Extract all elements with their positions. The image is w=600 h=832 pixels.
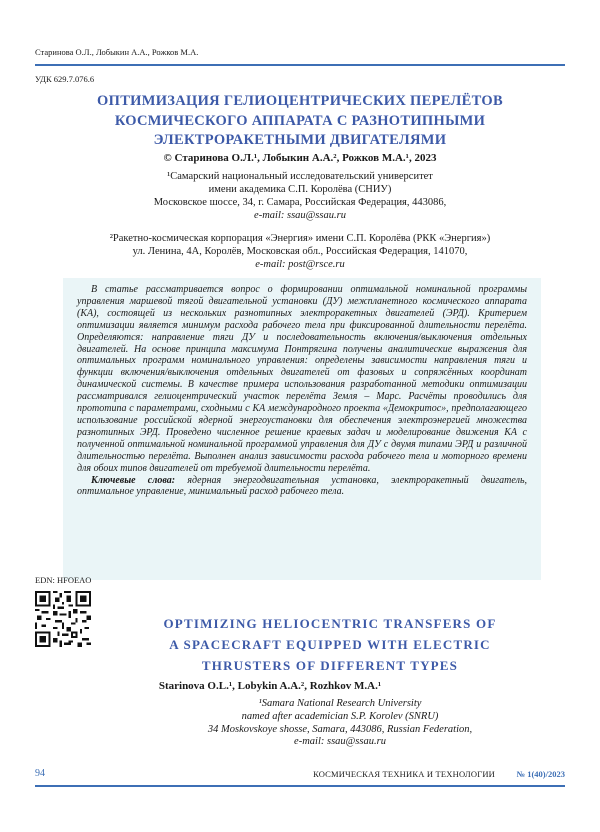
affiliation-2-email: e-mail: post@rsce.ru	[255, 259, 345, 270]
article-title-ru: ОПТИМИЗАЦИЯ ГЕЛИОЦЕНТРИЧЕСКИХ ПЕРЕЛЁТОВ КОСМИЧЕСКОГО АППАРАТА С РАЗНОТИПНЫМИ ЭЛЕКТРОРАКЕТНЫМИ ДВИГАТЕЛЯМИ	[97, 93, 503, 148]
footer-rule	[35, 785, 565, 787]
keywords-text: ядерная энергодвигательная установка, электроракетный двигатель, оптимальное управление, минимальный расход рабочего тела.	[77, 474, 528, 498]
affiliation-1-email: e-mail: ssau@ssau.ru	[254, 210, 346, 221]
authors-ru: © Старинова О.Л.¹, Лобыкин А.А.², Рожков М.А.¹, 2023	[163, 152, 437, 164]
keywords-label: Ключевые слова:	[91, 474, 176, 486]
running-head: Старинова О.Л., Лобыкин А.А., Рожков М.А.	[35, 47, 199, 57]
udk-code: УДК 629.7.076.6	[35, 74, 95, 84]
qr-code-icon	[35, 591, 91, 647]
affiliation-en-line2: named after academician S.P. Korolev (SNRU)	[241, 710, 439, 722]
keywords	[77, 475, 527, 499]
affiliation-en-line1: ¹Samara National Research University	[258, 698, 422, 709]
page-footer	[35, 768, 565, 782]
edn-code: EDN: HFOEAO	[35, 575, 92, 585]
authors-en: Starinova O.L.¹, Lobykin A.A.², Rozhkov M.A.¹	[158, 680, 382, 692]
affiliation-1-line3: Московское шоссе, 34, г. Самара, Российская Федерация, 443086,	[153, 197, 447, 208]
affiliation-1-line1: ¹Самарский национальный исследовательский университет	[167, 171, 433, 182]
affiliation-2	[60, 232, 540, 271]
affiliation-2-line1: ²Ракетно-космическая корпорация «Энергия» имени С.П. Королёва (РКК «Энергия»)	[109, 233, 491, 244]
affiliation-1	[60, 170, 540, 222]
header-rule	[35, 64, 565, 66]
affiliation-1-line2: имени академика С.П. Королёва (СНИУ)	[208, 184, 392, 195]
page-number: 94	[35, 768, 45, 779]
affiliation-en-line3: 34 Moskovskoye shosse, Samara, 443086, Russian Federation,	[207, 723, 473, 735]
abstract-box	[63, 278, 541, 580]
journal-name: КОСМИЧЕСКАЯ ТЕХНИКА И ТЕХНОЛОГИИ	[313, 769, 495, 779]
affiliation-en-email: e-mail: ssau@ssau.ru	[294, 736, 386, 748]
article-title-en: OPTIMIZING HELIOCENTRIC TRANSFERS OF A SPACECRAFT EQUIPPED WITH ELECTRIC THRUSTERS OF DIFFERENT TYPES	[163, 616, 497, 673]
abstract-text: В статье рассматривается вопрос о формировании оптимальной номинальной программы управления маршевой тягой двигательной установки (ДУ) межпланетного космического аппарата (КА), состоящей из нескольких разнотипных электроракетных двигателей (ЭРД). Критерием оптимизации является минимум расхода рабочего тела при фиксированной длительности перелёта. Определяются: направление тяги ДУ и последовательность включения/выключения отдельных двигателей. На основе принципа максимума Понтрягина получены аналитические выражения для оптимальных программ номинального управления: определены зависимости направления тяги и функции включения/выключения отдельных двигателей от фазовых и сопряжённых координат динамической системы. В качестве примера использования разработанной методики оптимизации рассматривался гелиоцентрический участок перелёта Земля – Марс. Расчёты проводились для прототипа с параметрами, сходными с КА международного проекта «Демокритос», предполагающего использование российской ядерной энергоустановки для обеспечения электроэнергией множества разнотипных ЭРД. Проведено численное решение краевых задач и моделирование движения КА с полученной оптимальной номинальной программой управления для ДУ с двумя типами ЭРД и различной длительностью перелёта. Выполнен анализ зависимости расхода рабочего тела и моторного времени для обоих типов двигателей от требуемой длительности перелёта.	[77, 284, 527, 474]
affiliation-en	[160, 698, 520, 749]
issue-number: № 1(40)/2023	[516, 769, 565, 779]
affiliation-2-line2: ул. Ленина, 4А, Королёв, Московская обл., Российская Федерация, 141070,	[132, 246, 468, 257]
